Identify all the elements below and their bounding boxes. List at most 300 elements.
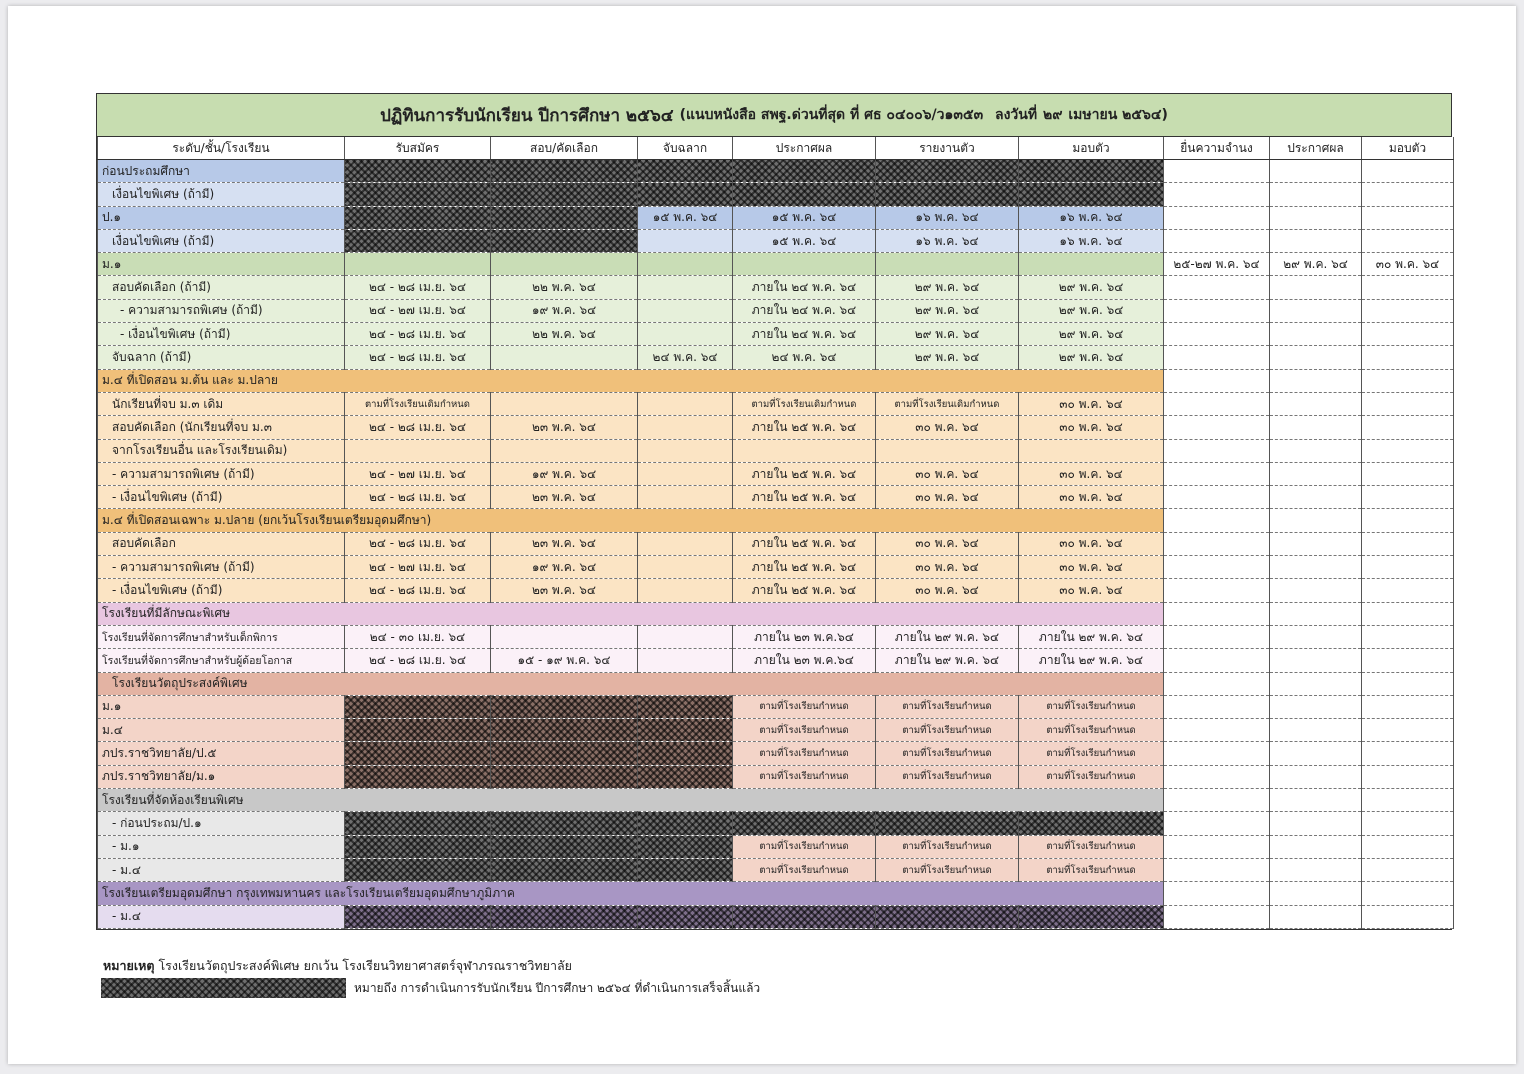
completed-cell — [1019, 905, 1164, 928]
empty-cell — [1270, 882, 1362, 905]
empty-cell — [1362, 742, 1454, 765]
table-row — [98, 486, 1454, 509]
table-row — [98, 253, 1454, 276]
header-announce: ประกาศผล — [733, 137, 876, 160]
row-label: ม.๑ — [98, 695, 345, 718]
empty-cell — [1270, 299, 1362, 322]
table-row — [98, 602, 1454, 625]
empty-cell — [1270, 462, 1362, 485]
empty-cell — [1362, 439, 1454, 462]
footnote-text: โรงเรียนวัตถุประสงค์พิเศษ ยกเว้น โรงเรียนวิทยาศาสตร์จุฬาภรณราชวิทยาลัย — [158, 958, 572, 973]
empty-cell — [1164, 835, 1270, 858]
cell: ภายใน ๒๔ พ.ค. ๖๔ — [733, 299, 876, 322]
cell: ตามที่โรงเรียนกำหนด — [1019, 765, 1164, 788]
cell — [491, 346, 638, 369]
table-row — [98, 509, 1454, 532]
cell — [638, 416, 733, 439]
cell: ๓๐ พ.ค. ๖๔ — [1019, 392, 1164, 415]
empty-cell — [1270, 672, 1362, 695]
empty-cell — [1164, 672, 1270, 695]
header-intent: ยื่นความจำนง — [1164, 137, 1270, 160]
cell: ๓๐ พ.ค. ๖๔ — [876, 416, 1019, 439]
cell: ๒๔ - ๒๘ เม.ย. ๖๔ — [345, 579, 491, 602]
cell: ๓๐ พ.ค. ๖๔ — [876, 579, 1019, 602]
cell — [345, 439, 491, 462]
cell: ตามที่โรงเรียนกำหนด — [733, 742, 876, 765]
completed-cell — [345, 858, 491, 881]
cell: ๒๓ พ.ค. ๖๔ — [491, 579, 638, 602]
table-row — [98, 556, 1454, 579]
cell — [638, 462, 733, 485]
cell: ๓๐ พ.ค. ๖๔ — [1019, 579, 1164, 602]
empty-cell — [1270, 765, 1362, 788]
empty-cell — [1362, 602, 1454, 625]
empty-cell — [1362, 509, 1454, 532]
row-label: ม.๑ — [98, 253, 345, 276]
cell: ๒๓ พ.ค. ๖๔ — [491, 486, 638, 509]
section-heading: โรงเรียนที่จัดห้องเรียนพิเศษ — [98, 789, 1164, 812]
cell: ตามที่โรงเรียนกำหนด — [733, 695, 876, 718]
empty-cell — [1164, 323, 1270, 346]
cell: ๑๙ พ.ค. ๖๔ — [491, 462, 638, 485]
completed-cell — [491, 765, 638, 788]
admission-calendar-table — [96, 93, 1452, 930]
row-label: - เงื่อนไขพิเศษ (ถ้ามี) — [98, 323, 345, 346]
completed-cell — [491, 858, 638, 881]
section-heading: โรงเรียนที่มีลักษณะพิเศษ — [98, 602, 1164, 625]
completed-cell — [1019, 183, 1164, 206]
empty-cell — [1164, 556, 1270, 579]
empty-cell — [1362, 299, 1454, 322]
cell: ๒๙ พ.ค. ๖๔ — [1019, 346, 1164, 369]
legend-text: หมายถึง การดำเนินการรับนักเรียน ปีการศึกษา ๒๕๖๔ ที่ดำเนินการเสร็จสิ้นแล้ว — [354, 980, 761, 995]
cell — [491, 439, 638, 462]
cell: ๒๔ - ๒๘ เม.ย. ๖๔ — [345, 276, 491, 299]
table-row — [98, 672, 1454, 695]
cell: ตามที่โรงเรียนกำหนด — [876, 695, 1019, 718]
completed-cell — [638, 812, 733, 835]
empty-cell — [1164, 206, 1270, 229]
cell: ตามที่โรงเรียนกำหนด — [733, 835, 876, 858]
empty-cell — [1164, 812, 1270, 835]
legend — [101, 978, 760, 998]
table-row — [98, 206, 1454, 229]
empty-cell — [1270, 276, 1362, 299]
cell: ตามที่โรงเรียนกำหนด — [1019, 742, 1164, 765]
table-row — [98, 416, 1454, 439]
empty-cell — [1164, 299, 1270, 322]
empty-cell — [1270, 369, 1362, 392]
row-label: - ม.๑ — [98, 835, 345, 858]
completed-cell — [638, 183, 733, 206]
empty-cell — [1164, 789, 1270, 812]
empty-cell — [1164, 695, 1270, 718]
cell: ๒๙ พ.ค. ๖๔ — [1019, 276, 1164, 299]
cell: ๒๔ - ๓๐ เม.ย. ๖๔ — [345, 625, 491, 648]
row-label: - ความสามารถพิเศษ (ถ้ามี) — [98, 462, 345, 485]
cell: ๑๖ พ.ค. ๖๔ — [876, 229, 1019, 252]
cell — [491, 253, 638, 276]
cell: ตามที่โรงเรียนกำหนด — [733, 858, 876, 881]
section-heading: โรงเรียนวัตถุประสงค์พิเศษ — [98, 672, 1164, 695]
empty-cell — [1164, 183, 1270, 206]
row-label: - เงื่อนไขพิเศษ (ถ้ามี) — [98, 486, 345, 509]
row-label: สอบคัดเลือก (นักเรียนที่จบ ม.๓ — [98, 416, 345, 439]
completed-cell — [345, 765, 491, 788]
empty-cell — [1164, 905, 1270, 928]
completed-cell — [876, 160, 1019, 183]
empty-cell — [1270, 812, 1362, 835]
cell — [638, 556, 733, 579]
completed-cell — [876, 905, 1019, 928]
completed-cell — [345, 742, 491, 765]
table-row — [98, 719, 1454, 742]
section-heading: โรงเรียนเตรียมอุดมศึกษา กรุงเทพมหานคร และโรงเรียนเตรียมอุดมศึกษาภูมิภาค — [98, 882, 1164, 905]
empty-cell — [1362, 206, 1454, 229]
cell: ภายใน ๒๕ พ.ค. ๖๔ — [733, 486, 876, 509]
empty-cell — [1164, 416, 1270, 439]
cell: ๒๔ พ.ค. ๖๔ — [733, 346, 876, 369]
cell: ๓๐ พ.ค. ๖๔ — [1019, 486, 1164, 509]
completed-cell — [1019, 812, 1164, 835]
cell: ภายใน ๒๕ พ.ค. ๖๔ — [733, 556, 876, 579]
completed-cell — [345, 206, 491, 229]
row-label: ป.๑ — [98, 206, 345, 229]
empty-cell — [1362, 532, 1454, 555]
completed-cell — [638, 742, 733, 765]
empty-cell — [1164, 649, 1270, 672]
title-date-prefix: ลงวันที่ — [994, 107, 1038, 123]
empty-cell — [1270, 183, 1362, 206]
empty-cell — [1270, 532, 1362, 555]
title-ref-number: ๑๓๕๓ — [944, 107, 984, 123]
table-row — [98, 858, 1454, 881]
cell: ๒๓ พ.ค. ๖๔ — [491, 532, 638, 555]
cell — [638, 392, 733, 415]
cell: ๓๐ พ.ค. ๖๔ — [1019, 556, 1164, 579]
row-label: - ก่อนประถม/ป.๑ — [98, 812, 345, 835]
empty-cell — [1164, 765, 1270, 788]
row-label: เงื่อนไขพิเศษ (ถ้ามี) — [98, 183, 345, 206]
cell: ๑๕ พ.ค. ๖๔ — [733, 206, 876, 229]
completed-cell — [733, 905, 876, 928]
cell: ตามที่โรงเรียนกำหนด — [733, 765, 876, 788]
cell: ๒๔ - ๒๘ เม.ย. ๖๔ — [345, 486, 491, 509]
cell: ตามที่โรงเรียนกำหนด — [1019, 695, 1164, 718]
empty-cell — [1362, 462, 1454, 485]
cell: ภายใน ๒๔ พ.ค. ๖๔ — [733, 276, 876, 299]
empty-cell — [1362, 416, 1454, 439]
empty-cell — [1362, 369, 1454, 392]
cell: ตามที่โรงเรียนกำหนด — [876, 858, 1019, 881]
row-label: ก่อนประถมศึกษา — [98, 160, 345, 183]
empty-cell — [1270, 206, 1362, 229]
cell: ตามที่โรงเรียนเดิมกำหนด — [345, 392, 491, 415]
table-title — [97, 94, 1451, 137]
calendar-grid — [97, 137, 1454, 929]
empty-cell — [1164, 369, 1270, 392]
cell: ภายใน ๒๕ พ.ค. ๖๔ — [733, 462, 876, 485]
completed-cell — [345, 695, 491, 718]
cell: ตามที่โรงเรียนกำหนด — [1019, 835, 1164, 858]
empty-cell — [1164, 392, 1270, 415]
header-announce2: ประกาศผล — [1270, 137, 1362, 160]
cell: ๓๐ พ.ค. ๖๔ — [876, 462, 1019, 485]
empty-cell — [1164, 509, 1270, 532]
cell: ภายใน ๒๙ พ.ค. ๖๔ — [876, 649, 1019, 672]
cell: ๒๔ - ๒๘ เม.ย. ๖๔ — [345, 346, 491, 369]
cell: ตามที่โรงเรียนกำหนด — [733, 719, 876, 742]
empty-cell — [1270, 905, 1362, 928]
table-row — [98, 299, 1454, 322]
table-row — [98, 765, 1454, 788]
cell — [345, 253, 491, 276]
empty-cell — [1362, 905, 1454, 928]
empty-cell — [1362, 649, 1454, 672]
empty-cell — [1270, 602, 1362, 625]
empty-cell — [1270, 486, 1362, 509]
footnote — [103, 956, 572, 976]
row-label: ม.๔ — [98, 719, 345, 742]
cell: ๒๙ พ.ค. ๖๔ — [876, 276, 1019, 299]
empty-cell — [1362, 835, 1454, 858]
cell — [638, 299, 733, 322]
completed-cell — [345, 719, 491, 742]
empty-cell — [1164, 462, 1270, 485]
cell — [733, 253, 876, 276]
cell: ภายใน ๒๔ พ.ค. ๖๔ — [733, 323, 876, 346]
cell: ๓๐ พ.ค. ๖๔ — [1362, 253, 1454, 276]
row-label: เงื่อนไขพิเศษ (ถ้ามี) — [98, 229, 345, 252]
empty-cell — [1362, 765, 1454, 788]
completed-cell — [733, 160, 876, 183]
table-row — [98, 323, 1454, 346]
table-row — [98, 579, 1454, 602]
completed-cell — [345, 905, 491, 928]
empty-cell — [1362, 579, 1454, 602]
title-main: ปฏิทินการรับนักเรียน ปีการศึกษา ๒๕๖๔ — [380, 105, 674, 126]
completed-cell — [345, 229, 491, 252]
row-label: สอบคัดเลือก (ถ้ามี) — [98, 276, 345, 299]
empty-cell — [1362, 392, 1454, 415]
cell: ภายใน ๒๕ พ.ค. ๖๔ — [733, 579, 876, 602]
legend-hatch-swatch — [101, 978, 346, 998]
completed-cell — [638, 695, 733, 718]
empty-cell — [1164, 532, 1270, 555]
cell: ๒๓ พ.ค. ๖๔ — [491, 416, 638, 439]
empty-cell — [1270, 835, 1362, 858]
empty-cell — [1164, 276, 1270, 299]
empty-cell — [1270, 695, 1362, 718]
empty-cell — [1164, 486, 1270, 509]
empty-cell — [1164, 579, 1270, 602]
document-sheet — [8, 6, 1516, 1064]
cell: ตามที่โรงเรียนกำหนด — [876, 719, 1019, 742]
cell: ๓๐ พ.ค. ๖๔ — [1019, 462, 1164, 485]
empty-cell — [1362, 812, 1454, 835]
empty-cell — [1270, 625, 1362, 648]
empty-cell — [1270, 742, 1362, 765]
row-label: จากโรงเรียนอื่น และโรงเรียนเดิม) — [98, 439, 345, 462]
empty-cell — [1164, 625, 1270, 648]
cell: ๑๙ พ.ค. ๖๔ — [491, 556, 638, 579]
completed-cell — [638, 905, 733, 928]
cell — [876, 439, 1019, 462]
empty-cell — [1164, 742, 1270, 765]
cell: ๒๔ - ๒๗ เม.ย. ๖๔ — [345, 462, 491, 485]
completed-cell — [638, 858, 733, 881]
cell: ๑๖ พ.ค. ๖๔ — [876, 206, 1019, 229]
cell: ๓๐ พ.ค. ๖๔ — [1019, 416, 1164, 439]
empty-cell — [1362, 323, 1454, 346]
table-row — [98, 183, 1454, 206]
empty-cell — [1164, 858, 1270, 881]
cell: ตามที่โรงเรียนกำหนด — [876, 835, 1019, 858]
table-row — [98, 462, 1454, 485]
cell: ๒๔ - ๒๗ เม.ย. ๖๔ — [345, 299, 491, 322]
empty-cell — [1270, 509, 1362, 532]
empty-cell — [1362, 556, 1454, 579]
cell: ตามที่โรงเรียนเดิมกำหนด — [876, 392, 1019, 415]
completed-cell — [1019, 160, 1164, 183]
table-row — [98, 276, 1454, 299]
table-row — [98, 695, 1454, 718]
row-label: - ม.๔ — [98, 858, 345, 881]
empty-cell — [1362, 672, 1454, 695]
cell — [638, 439, 733, 462]
empty-cell — [1270, 160, 1362, 183]
header-exam: สอบ/คัดเลือก — [491, 137, 638, 160]
empty-cell — [1270, 229, 1362, 252]
empty-cell — [1164, 602, 1270, 625]
cell — [638, 579, 733, 602]
table-row — [98, 229, 1454, 252]
empty-cell — [1362, 882, 1454, 905]
cell: ๑๖ พ.ค. ๖๔ — [1019, 206, 1164, 229]
completed-cell — [876, 183, 1019, 206]
cell: ๑๕ - ๑๙ พ.ค. ๖๔ — [491, 649, 638, 672]
section-heading: ม.๔ ที่เปิดสอน ม.ต้น และ ม.ปลาย — [98, 369, 1164, 392]
row-label: ภปร.ราชวิทยาลัย/ม.๑ — [98, 765, 345, 788]
empty-cell — [1270, 323, 1362, 346]
completed-cell — [491, 695, 638, 718]
table-row — [98, 532, 1454, 555]
empty-cell — [1270, 556, 1362, 579]
footnote-label: หมายเหตุ — [103, 958, 155, 973]
completed-cell — [491, 206, 638, 229]
empty-cell — [1164, 439, 1270, 462]
table-row — [98, 742, 1454, 765]
cell: ๒๙ พ.ค. ๖๔ — [1019, 299, 1164, 322]
cell — [638, 229, 733, 252]
empty-cell — [1362, 625, 1454, 648]
table-row — [98, 160, 1454, 183]
cell: ๓๐ พ.ค. ๖๔ — [1019, 532, 1164, 555]
cell: ๒๙ พ.ค. ๖๔ — [876, 323, 1019, 346]
cell: ๑๕ พ.ค. ๖๔ — [733, 229, 876, 252]
cell: ๒๙ พ.ค. ๖๔ — [876, 346, 1019, 369]
empty-cell — [1270, 346, 1362, 369]
table-row — [98, 882, 1454, 905]
row-label: จับฉลาก (ถ้ามี) — [98, 346, 345, 369]
table-row — [98, 392, 1454, 415]
empty-cell — [1362, 789, 1454, 812]
completed-cell — [638, 719, 733, 742]
cell — [1019, 253, 1164, 276]
cell: ตามที่โรงเรียนกำหนด — [1019, 719, 1164, 742]
table-row — [98, 835, 1454, 858]
completed-cell — [491, 812, 638, 835]
cell: ตามที่โรงเรียนกำหนด — [1019, 858, 1164, 881]
cell: ๒๒ พ.ค. ๖๔ — [491, 276, 638, 299]
header-level: ระดับ/ชั้น/โรงเรียน — [98, 137, 345, 160]
empty-cell — [1270, 719, 1362, 742]
cell: ๒๔ - ๒๘ เม.ย. ๖๔ — [345, 323, 491, 346]
row-label: - ความสามารถพิเศษ (ถ้ามี) — [98, 299, 345, 322]
table-row — [98, 789, 1454, 812]
cell: ๒๒ พ.ค. ๖๔ — [491, 323, 638, 346]
cell: ๑๕ พ.ค. ๖๔ — [638, 206, 733, 229]
completed-cell — [491, 160, 638, 183]
cell: ภายใน ๒๙ พ.ค. ๖๔ — [1019, 649, 1164, 672]
row-label: สอบคัดเลือก — [98, 532, 345, 555]
empty-cell — [1362, 346, 1454, 369]
cell — [876, 253, 1019, 276]
empty-cell — [1362, 183, 1454, 206]
empty-cell — [1270, 439, 1362, 462]
completed-cell — [733, 183, 876, 206]
row-label: นักเรียนที่จบ ม.๓ เดิม — [98, 392, 345, 415]
empty-cell — [1270, 416, 1362, 439]
cell — [638, 486, 733, 509]
cell: ๒๙ พ.ค. ๖๔ — [1019, 323, 1164, 346]
cell: ภายใน ๒๙ พ.ค. ๖๔ — [876, 625, 1019, 648]
table-row — [98, 439, 1454, 462]
cell: ตามที่โรงเรียนกำหนด — [876, 742, 1019, 765]
header-apply: รับสมัคร — [345, 137, 491, 160]
completed-cell — [345, 835, 491, 858]
completed-cell — [876, 812, 1019, 835]
empty-cell — [1362, 695, 1454, 718]
cell — [491, 625, 638, 648]
empty-cell — [1164, 229, 1270, 252]
cell: ตามที่โรงเรียนเดิมกำหนด — [733, 392, 876, 415]
empty-cell — [1362, 276, 1454, 299]
table-row — [98, 625, 1454, 648]
row-label: - เงื่อนไขพิเศษ (ถ้ามี) — [98, 579, 345, 602]
completed-cell — [345, 183, 491, 206]
title-date-day: ๒๙ — [1042, 107, 1063, 123]
cell: ภายใน ๒๓ พ.ค.๖๔ — [733, 625, 876, 648]
completed-cell — [345, 160, 491, 183]
row-label: - ม.๔ — [98, 905, 345, 928]
empty-cell — [1362, 486, 1454, 509]
cell: ๑๖ พ.ค. ๖๔ — [1019, 229, 1164, 252]
empty-cell — [1164, 719, 1270, 742]
table-row — [98, 905, 1454, 928]
empty-cell — [1164, 160, 1270, 183]
completed-cell — [638, 160, 733, 183]
cell: ภายใน ๒๓ พ.ค.๖๔ — [733, 649, 876, 672]
empty-cell — [1362, 160, 1454, 183]
row-label: โรงเรียนที่จัดการศึกษาสำหรับผู้ด้อยโอกาส — [98, 649, 345, 672]
cell: ๓๐ พ.ค. ๖๔ — [876, 532, 1019, 555]
completed-cell — [491, 183, 638, 206]
empty-cell — [1362, 229, 1454, 252]
cell — [491, 392, 638, 415]
cell: ภายใน ๒๙ พ.ค. ๖๔ — [1019, 625, 1164, 648]
header-enroll2: มอบตัว — [1362, 137, 1454, 160]
